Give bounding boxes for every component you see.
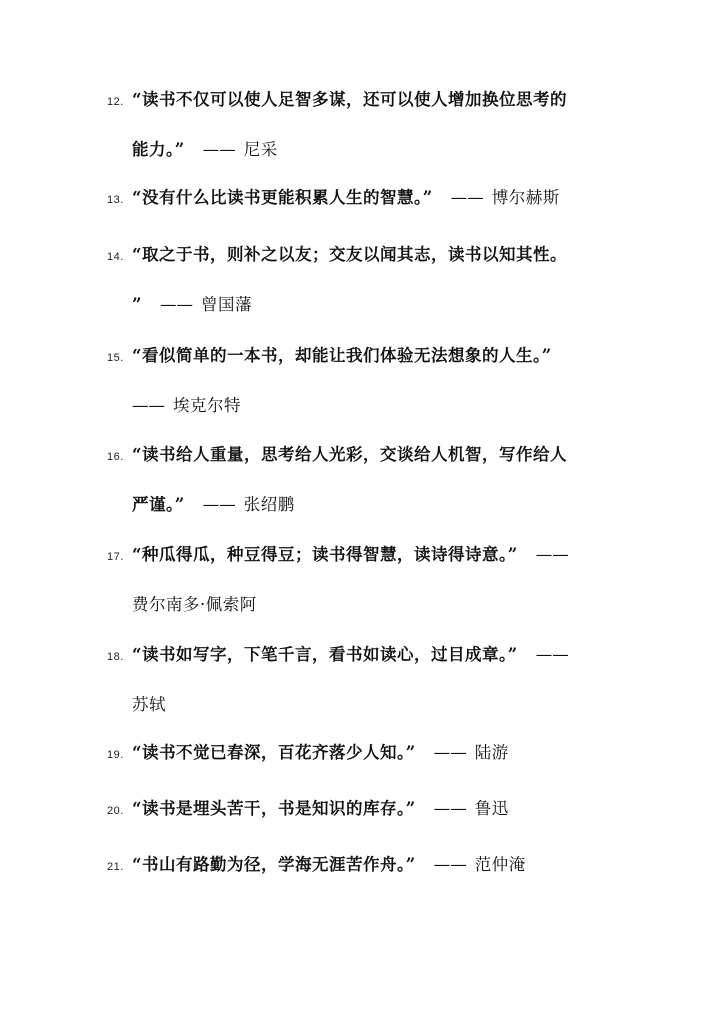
quote-text: “读书不仅可以使人足智多谋，还可以使人增加换位思考的 [132, 90, 567, 109]
quote-author: 陆游 [474, 743, 509, 762]
quote-author: 苏轼 [132, 695, 166, 714]
quote-item-18 [107, 642, 647, 742]
quote-number: 19. [107, 749, 124, 761]
quote-number: 12. [107, 96, 124, 108]
em-dash: —— [433, 743, 467, 762]
quote-text: ” [132, 295, 142, 314]
quote-number: 20. [107, 805, 124, 817]
quote-item-21 [107, 852, 647, 902]
em-dash: —— [202, 495, 236, 514]
em-dash: —— [535, 545, 569, 564]
quote-line [107, 137, 647, 187]
quote-item-16 [107, 442, 647, 542]
quote-item-15 [107, 343, 647, 443]
quote-author: 鲁迅 [474, 799, 509, 818]
quote-author: 尼采 [243, 140, 278, 159]
quote-line [107, 442, 647, 492]
quote-item-12 [107, 87, 647, 187]
quote-item-17 [107, 542, 647, 642]
quote-author: 埃克尔特 [173, 396, 241, 415]
quote-number: 16. [107, 451, 124, 463]
quote-item-13 [107, 185, 647, 235]
em-dash: —— [535, 645, 569, 664]
quote-text: “看似简单的一本书，却能让我们体验无法想象的人生。” [132, 346, 552, 365]
quote-line [107, 492, 647, 542]
quote-text: “书山有路勤为径，学海无涯苦作舟。” [132, 855, 416, 874]
quote-number: 21. [107, 861, 124, 873]
quote-text: “读书如写字，下笔千言，看书如读心，过目成章。” [132, 645, 518, 664]
quote-text: “读书是埋头苦干，书是知识的库存。” [132, 799, 416, 818]
em-dash: —— [450, 188, 484, 207]
em-dash: —— [433, 799, 467, 818]
quote-text: “没有什么比读书更能积累人生的智慧。” [132, 188, 433, 207]
quote-line [107, 542, 647, 592]
quote-line [107, 343, 647, 393]
quote-item-20 [107, 796, 647, 846]
quote-text: “读书给人重量，思考给人光彩，交谈给人机智，写作给人 [132, 445, 567, 464]
em-dash: —— [433, 855, 467, 874]
quote-line [107, 692, 647, 742]
quote-author: 曾国藩 [201, 295, 252, 314]
quote-line [107, 642, 647, 692]
quote-number: 14. [107, 251, 124, 263]
quote-text: “读书不觉已春深，百花齐落少人知。” [132, 743, 416, 762]
quote-number: 18. [107, 651, 124, 663]
quote-line [107, 740, 647, 790]
quote-author: 博尔赫斯 [491, 188, 560, 207]
quote-text: “取之于书，则补之以友；交友以闻其志，读书以知其性。 [132, 245, 567, 264]
em-dash: —— [202, 140, 236, 159]
quote-number: 15. [107, 352, 124, 364]
quote-line [107, 185, 647, 235]
quote-author: 范仲淹 [474, 855, 526, 874]
quote-item-19 [107, 740, 647, 790]
quote-line [107, 242, 647, 292]
quote-number: 17. [107, 551, 124, 563]
quote-author: 张绍鹏 [243, 495, 295, 514]
quote-line [107, 87, 647, 137]
quote-item-14 [107, 242, 647, 342]
quote-text: 严谨。” [132, 495, 185, 514]
em-dash: —— [132, 396, 165, 415]
em-dash: —— [160, 295, 193, 314]
quote-number: 13. [107, 194, 124, 206]
quote-author: 费尔南多·佩索阿 [132, 595, 257, 614]
quote-line [107, 292, 647, 342]
quote-text: “种瓜得瓜，种豆得豆；读书得智慧，读诗得诗意。” [132, 545, 518, 564]
quote-line [107, 852, 647, 902]
quote-line [107, 796, 647, 846]
quote-line [107, 592, 647, 642]
quote-text: 能力。” [132, 140, 185, 159]
quote-line [107, 393, 647, 443]
